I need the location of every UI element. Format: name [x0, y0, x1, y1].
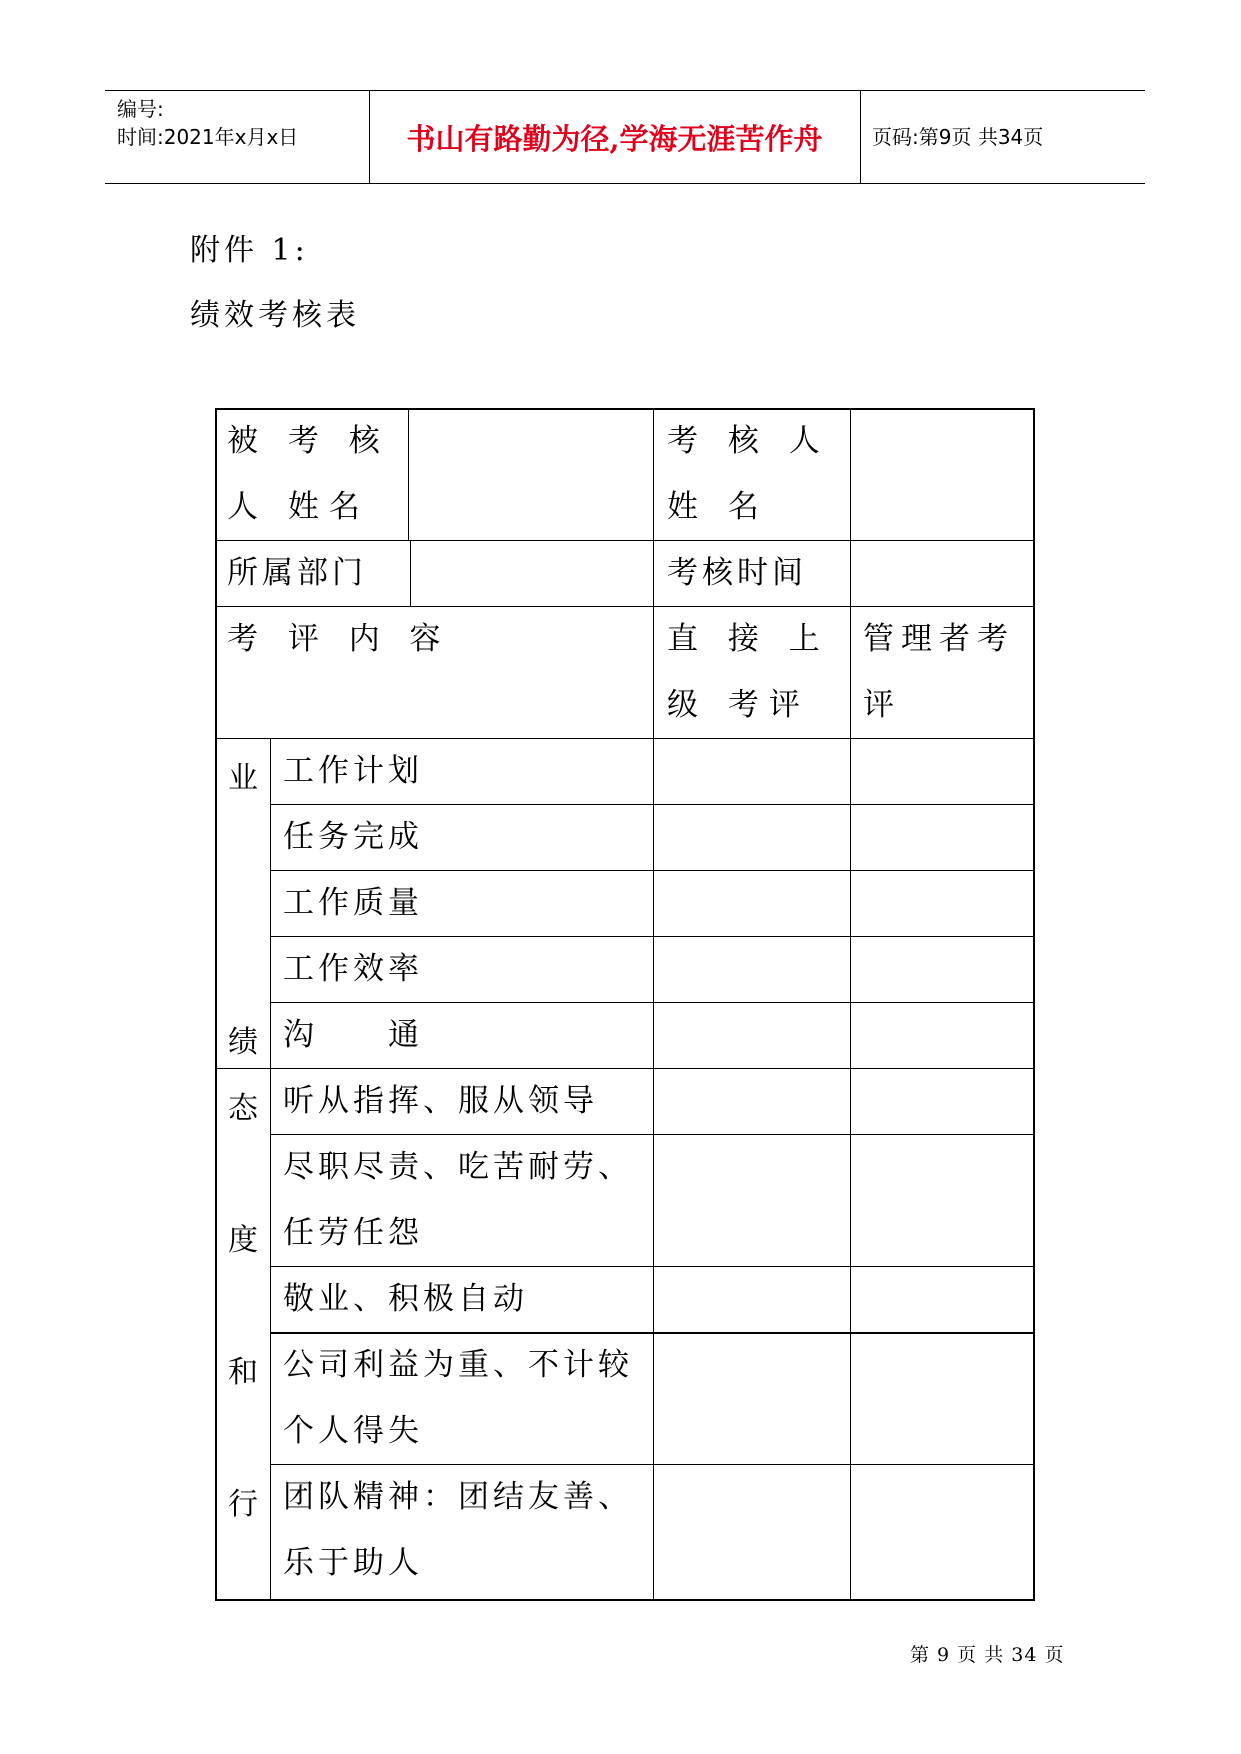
header-meta	[117, 95, 298, 151]
attachment-label: 附件 1:	[190, 233, 309, 268]
appraisal-table	[215, 408, 1035, 1601]
form-title: 绩效考核表	[190, 298, 360, 333]
table-border	[1033, 408, 1035, 1601]
table-border	[215, 408, 217, 1601]
item-label: 敬业、积极自动	[283, 1281, 528, 1317]
col-divider	[408, 408, 409, 540]
category-attitude: 行	[228, 1487, 258, 1522]
item-label: 任务完成	[283, 819, 423, 855]
category-performance: 业	[228, 761, 258, 796]
col-divider	[270, 738, 271, 1601]
item-label: 尽职尽责、吃苦耐劳、任劳任怨	[283, 1149, 633, 1251]
page-footer: 第 9 页 共 34 页	[910, 1644, 1065, 1666]
examinee-name-label: 被 考 核 人 姓名	[227, 423, 390, 525]
col-divider	[410, 540, 411, 606]
direct-superior-review-label: 直 接 上 级 考评	[667, 621, 830, 723]
document-header	[105, 90, 1145, 184]
table-border	[215, 1599, 1035, 1601]
item-label: 工作计划	[283, 753, 423, 789]
item-label: 沟 通	[283, 1017, 423, 1053]
department-label: 所属部门	[227, 555, 367, 591]
category-attitude: 和	[228, 1355, 258, 1390]
header-page-label: 页码:第9页 共34页	[872, 125, 1044, 149]
item-label: 团队精神：团结友善、乐于助人	[283, 1479, 633, 1581]
col-divider	[653, 408, 654, 1601]
header-divider	[860, 91, 861, 183]
item-label: 工作效率	[283, 951, 423, 987]
review-content-label: 考 评 内 容	[227, 621, 451, 657]
item-label: 工作质量	[283, 885, 423, 921]
time-label: 时间:2021年x月x日	[117, 125, 299, 149]
review-time-label: 考核时间	[667, 555, 807, 591]
category-attitude: 态	[228, 1091, 258, 1126]
category-performance: 绩	[228, 1025, 258, 1060]
item-label: 听从指挥、服从领导	[283, 1083, 598, 1119]
number-label: 编号:	[117, 97, 164, 121]
category-attitude: 度	[228, 1223, 258, 1258]
item-label: 公司利益为重、不计较个人得失	[283, 1347, 633, 1449]
examiner-name-label: 考 核 人 姓 名	[667, 423, 830, 525]
manager-review-label: 管理者考 评	[863, 621, 1015, 723]
col-divider	[850, 408, 851, 1601]
header-motto: 书山有路勤为径,学海无涯苦作舟	[406, 121, 823, 156]
